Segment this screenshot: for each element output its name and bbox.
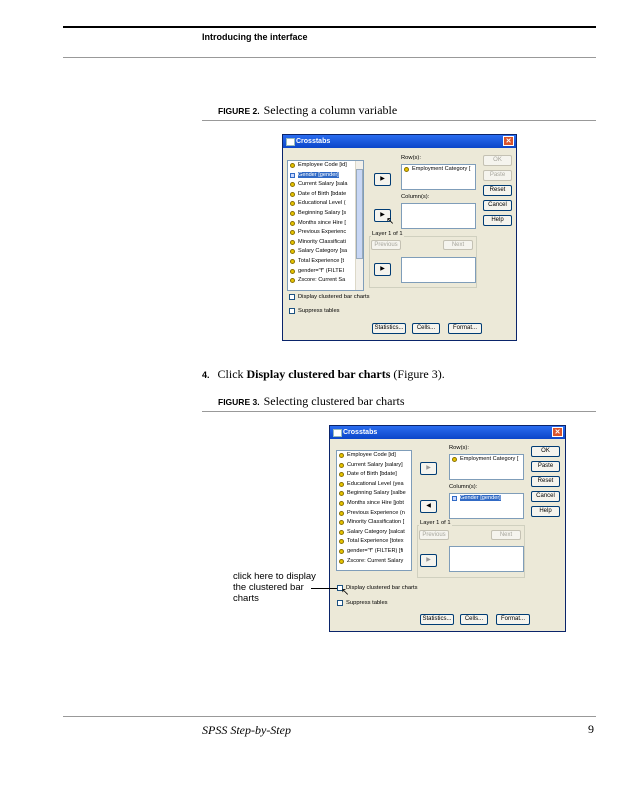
dialog1-reset-button[interactable]: Reset	[483, 185, 512, 196]
dialog1-variable-item[interactable]: Zscore: Current Sa	[288, 276, 363, 286]
dialog2-move-to-layer-button[interactable]: ▶	[420, 554, 437, 567]
dialog1-statistics-button[interactable]: Statistics...	[372, 323, 406, 334]
dialog1-title: Crosstabs	[296, 138, 331, 145]
header-sub-rule	[63, 57, 596, 58]
figure3-caption	[218, 394, 405, 409]
scale-variable-icon	[339, 530, 344, 535]
dialog1-rows-list[interactable]	[401, 164, 476, 190]
figure2-label: FIGURE 2.	[218, 106, 260, 116]
scale-variable-icon	[290, 269, 295, 274]
step-suffix: (Figure 3).	[390, 367, 445, 381]
dialog2-variable-item[interactable]: Employee Code [id]	[337, 451, 411, 461]
dialog2-cancel-button[interactable]: Cancel	[531, 491, 560, 502]
dialog2-variable-item[interactable]: Months since Hire [jobt	[337, 499, 411, 509]
dialog1-previous-button[interactable]: Previous	[371, 240, 401, 250]
scale-variable-icon	[290, 240, 295, 245]
scale-variable-icon	[339, 501, 344, 506]
dialog2-column-item[interactable]: Gender [gender]	[450, 494, 523, 504]
dialog1-variable-item[interactable]: Total Experience [t	[288, 257, 363, 267]
figure2-rule	[202, 120, 596, 121]
dialog1-columns-list[interactable]	[401, 203, 476, 229]
dialog2-variable-item[interactable]: Current Salary [salary]	[337, 461, 411, 471]
dialog2-suppress-label: Suppress tables	[346, 600, 388, 606]
scale-variable-icon	[290, 221, 295, 226]
footer-rule	[63, 716, 596, 717]
figure2-caption	[218, 103, 397, 118]
dialog2-variable-item[interactable]: Zscore: Current Salary	[337, 557, 411, 567]
scale-variable-icon	[339, 491, 344, 496]
figure3-label: FIGURE 3.	[218, 397, 260, 407]
scale-variable-icon	[290, 163, 295, 168]
scale-variable-icon	[339, 559, 344, 564]
dialog2-variable-item[interactable]: Beginning Salary [salbe	[337, 489, 411, 499]
dialog1-suppress-checkbox[interactable]	[289, 308, 295, 314]
footer-book-title: SPSS Step-by-Step	[202, 723, 291, 737]
dialog1-variable-list[interactable]	[287, 160, 364, 291]
dialog2-suppress-checkbox[interactable]	[337, 600, 343, 606]
callout-text: click here to display the clustered bar charts	[233, 571, 316, 604]
dialog1-ok-button[interactable]: OK	[483, 155, 512, 166]
figure3-text: Selecting clustered bar charts	[263, 394, 405, 408]
scale-variable-icon	[339, 549, 344, 554]
step-prefix: Click	[217, 367, 247, 381]
dialog1-variable-item[interactable]: Educational Level (	[288, 199, 363, 209]
scale-variable-icon	[339, 539, 344, 544]
nominal-variable-icon	[290, 173, 295, 178]
step-bold: Display clustered bar charts	[246, 367, 391, 381]
dialog2-variable-item[interactable]: Minority Classification [	[337, 518, 411, 528]
dialog1-variable-item[interactable]: Months since Hire [	[288, 219, 363, 229]
step-number: 4.	[202, 370, 210, 380]
dialog2-variable-list[interactable]	[336, 450, 412, 571]
dialog2-reset-button[interactable]: Reset	[531, 476, 560, 487]
mouse-cursor-icon: ↖	[341, 587, 350, 598]
dialog2-variable-item[interactable]: Educational Level (yea	[337, 480, 411, 490]
dialog1-cancel-button[interactable]: Cancel	[483, 200, 512, 211]
dialog1-variable-item[interactable]: Employee Code [id]	[288, 161, 363, 171]
scale-variable-icon	[339, 472, 344, 477]
scale-variable-icon	[290, 211, 295, 216]
dialog1-scrollbar[interactable]	[355, 161, 363, 290]
dialog2-row-item[interactable]: Employment Category [	[450, 455, 523, 465]
close-icon[interactable]: ✕	[552, 427, 563, 437]
dialog2-title: Crosstabs	[343, 429, 378, 436]
dialog2-variable-item[interactable]: gender="f" (FILTER) [fi	[337, 547, 411, 557]
dialog1-titlebar[interactable]	[283, 135, 516, 148]
scale-variable-icon	[339, 511, 344, 516]
dialog2-clustered-label: Display clustered bar charts	[346, 585, 418, 591]
scale-variable-icon	[404, 167, 409, 172]
dialog2-layer-label: Layer 1 of 1	[420, 520, 451, 526]
scale-variable-icon	[339, 482, 344, 487]
step-4	[202, 367, 445, 382]
dialog2-layer-list[interactable]	[449, 546, 524, 572]
close-icon[interactable]: ✕	[503, 136, 514, 146]
dialog1-variable-item[interactable]: Date of Birth [bdate	[288, 190, 363, 200]
dialog1-format-button[interactable]: Format...	[448, 323, 482, 334]
dialog2-statistics-button[interactable]: Statistics...	[420, 614, 454, 625]
dialog1-variable-item[interactable]: Minority Classificati	[288, 238, 363, 248]
dialog1-move-to-rows-button[interactable]: ▶	[374, 173, 391, 186]
scroll-thumb[interactable]	[356, 169, 363, 259]
dialog1-help-button[interactable]: Help	[483, 215, 512, 226]
header-rule	[63, 26, 596, 28]
scale-variable-icon	[290, 249, 295, 254]
dialog2-format-button[interactable]: Format...	[496, 614, 530, 625]
dialog2-move-back-button[interactable]: ◀	[420, 500, 437, 513]
dialog2-move-to-rows-button[interactable]: ▶	[420, 462, 437, 475]
dialog1-move-to-columns-button[interactable]: ▶	[374, 209, 391, 222]
dialog1-rows-label: Row(s):	[401, 155, 421, 161]
dialog2-cells-button[interactable]: Cells...	[460, 614, 488, 625]
running-header: Introducing the interface	[202, 32, 308, 42]
footer-page-number: 9	[588, 722, 594, 736]
scale-variable-icon	[290, 259, 295, 264]
scale-variable-icon	[290, 182, 295, 187]
dialog1-layer-label: Layer 1 of 1	[372, 231, 403, 237]
dialog2-paste-button[interactable]: Paste	[531, 461, 560, 472]
dialog2-variable-item[interactable]: Date of Birth [bdate]	[337, 470, 411, 480]
dialog1-variable-item[interactable]: gender="f" (FILTEI	[288, 267, 363, 277]
dialog2-variable-item[interactable]: Total Experience [totex	[337, 537, 411, 547]
scale-variable-icon	[290, 192, 295, 197]
dialog2-ok-button[interactable]: OK	[531, 446, 560, 457]
figure3-rule	[202, 411, 596, 412]
scale-variable-icon	[452, 457, 457, 462]
nominal-variable-icon	[452, 496, 457, 501]
scale-variable-icon	[339, 520, 344, 525]
scale-variable-icon	[339, 453, 344, 458]
scale-variable-icon	[290, 201, 295, 206]
dialog1-suppress-label: Suppress tables	[298, 308, 340, 314]
dialog2-rows-list[interactable]	[449, 454, 524, 480]
scale-variable-icon	[290, 278, 295, 283]
dialog1-move-to-layer-button[interactable]: ▶	[374, 263, 391, 276]
dialog2-columns-list[interactable]	[449, 493, 524, 519]
scale-variable-icon	[339, 463, 344, 468]
dialog1-cells-button[interactable]: Cells...	[412, 323, 440, 334]
figure2-text: Selecting a column variable	[263, 103, 398, 117]
dialog2-variable-item[interactable]: Previous Experience (n	[337, 509, 411, 519]
dialog1-variable-item[interactable]: Previous Experienc	[288, 228, 363, 238]
dialog2-variable-item[interactable]: Salary Category [salcat	[337, 528, 411, 538]
window-icon	[286, 138, 295, 146]
callout-leader-line	[311, 588, 337, 589]
dialog1-variable-item[interactable]: Salary Category [sa	[288, 247, 363, 257]
crosstabs-dialog-1	[282, 134, 517, 341]
dialog1-variable-item[interactable]: Beginning Salary [s	[288, 209, 363, 219]
dialog1-layer-list[interactable]	[401, 257, 476, 283]
dialog2-help-button[interactable]: Help	[531, 506, 560, 517]
scale-variable-icon	[290, 230, 295, 235]
dialog2-next-button[interactable]: Next	[491, 530, 521, 540]
dialog2-rows-label: Row(s):	[449, 445, 469, 451]
crosstabs-dialog-2	[329, 425, 566, 632]
dialog1-variable-item[interactable]: Gender [gender]	[288, 171, 363, 181]
mouse-cursor-icon: ↖	[386, 216, 395, 227]
dialog2-columns-label: Column(s):	[449, 484, 478, 490]
dialog1-row-item[interactable]: Employment Category [	[402, 165, 475, 175]
dialog2-titlebar[interactable]	[330, 426, 565, 439]
dialog1-variable-item[interactable]: Current Salary [sala	[288, 180, 363, 190]
dialog1-clustered-checkbox[interactable]	[289, 294, 295, 300]
dialog1-clustered-label: Display clustered bar charts	[298, 294, 370, 300]
dialog1-columns-label: Column(s):	[401, 194, 430, 200]
window-icon	[333, 429, 342, 437]
dialog1-next-button[interactable]: Next	[443, 240, 473, 250]
dialog2-previous-button[interactable]: Previous	[419, 530, 449, 540]
dialog1-paste-button[interactable]: Paste	[483, 170, 512, 181]
